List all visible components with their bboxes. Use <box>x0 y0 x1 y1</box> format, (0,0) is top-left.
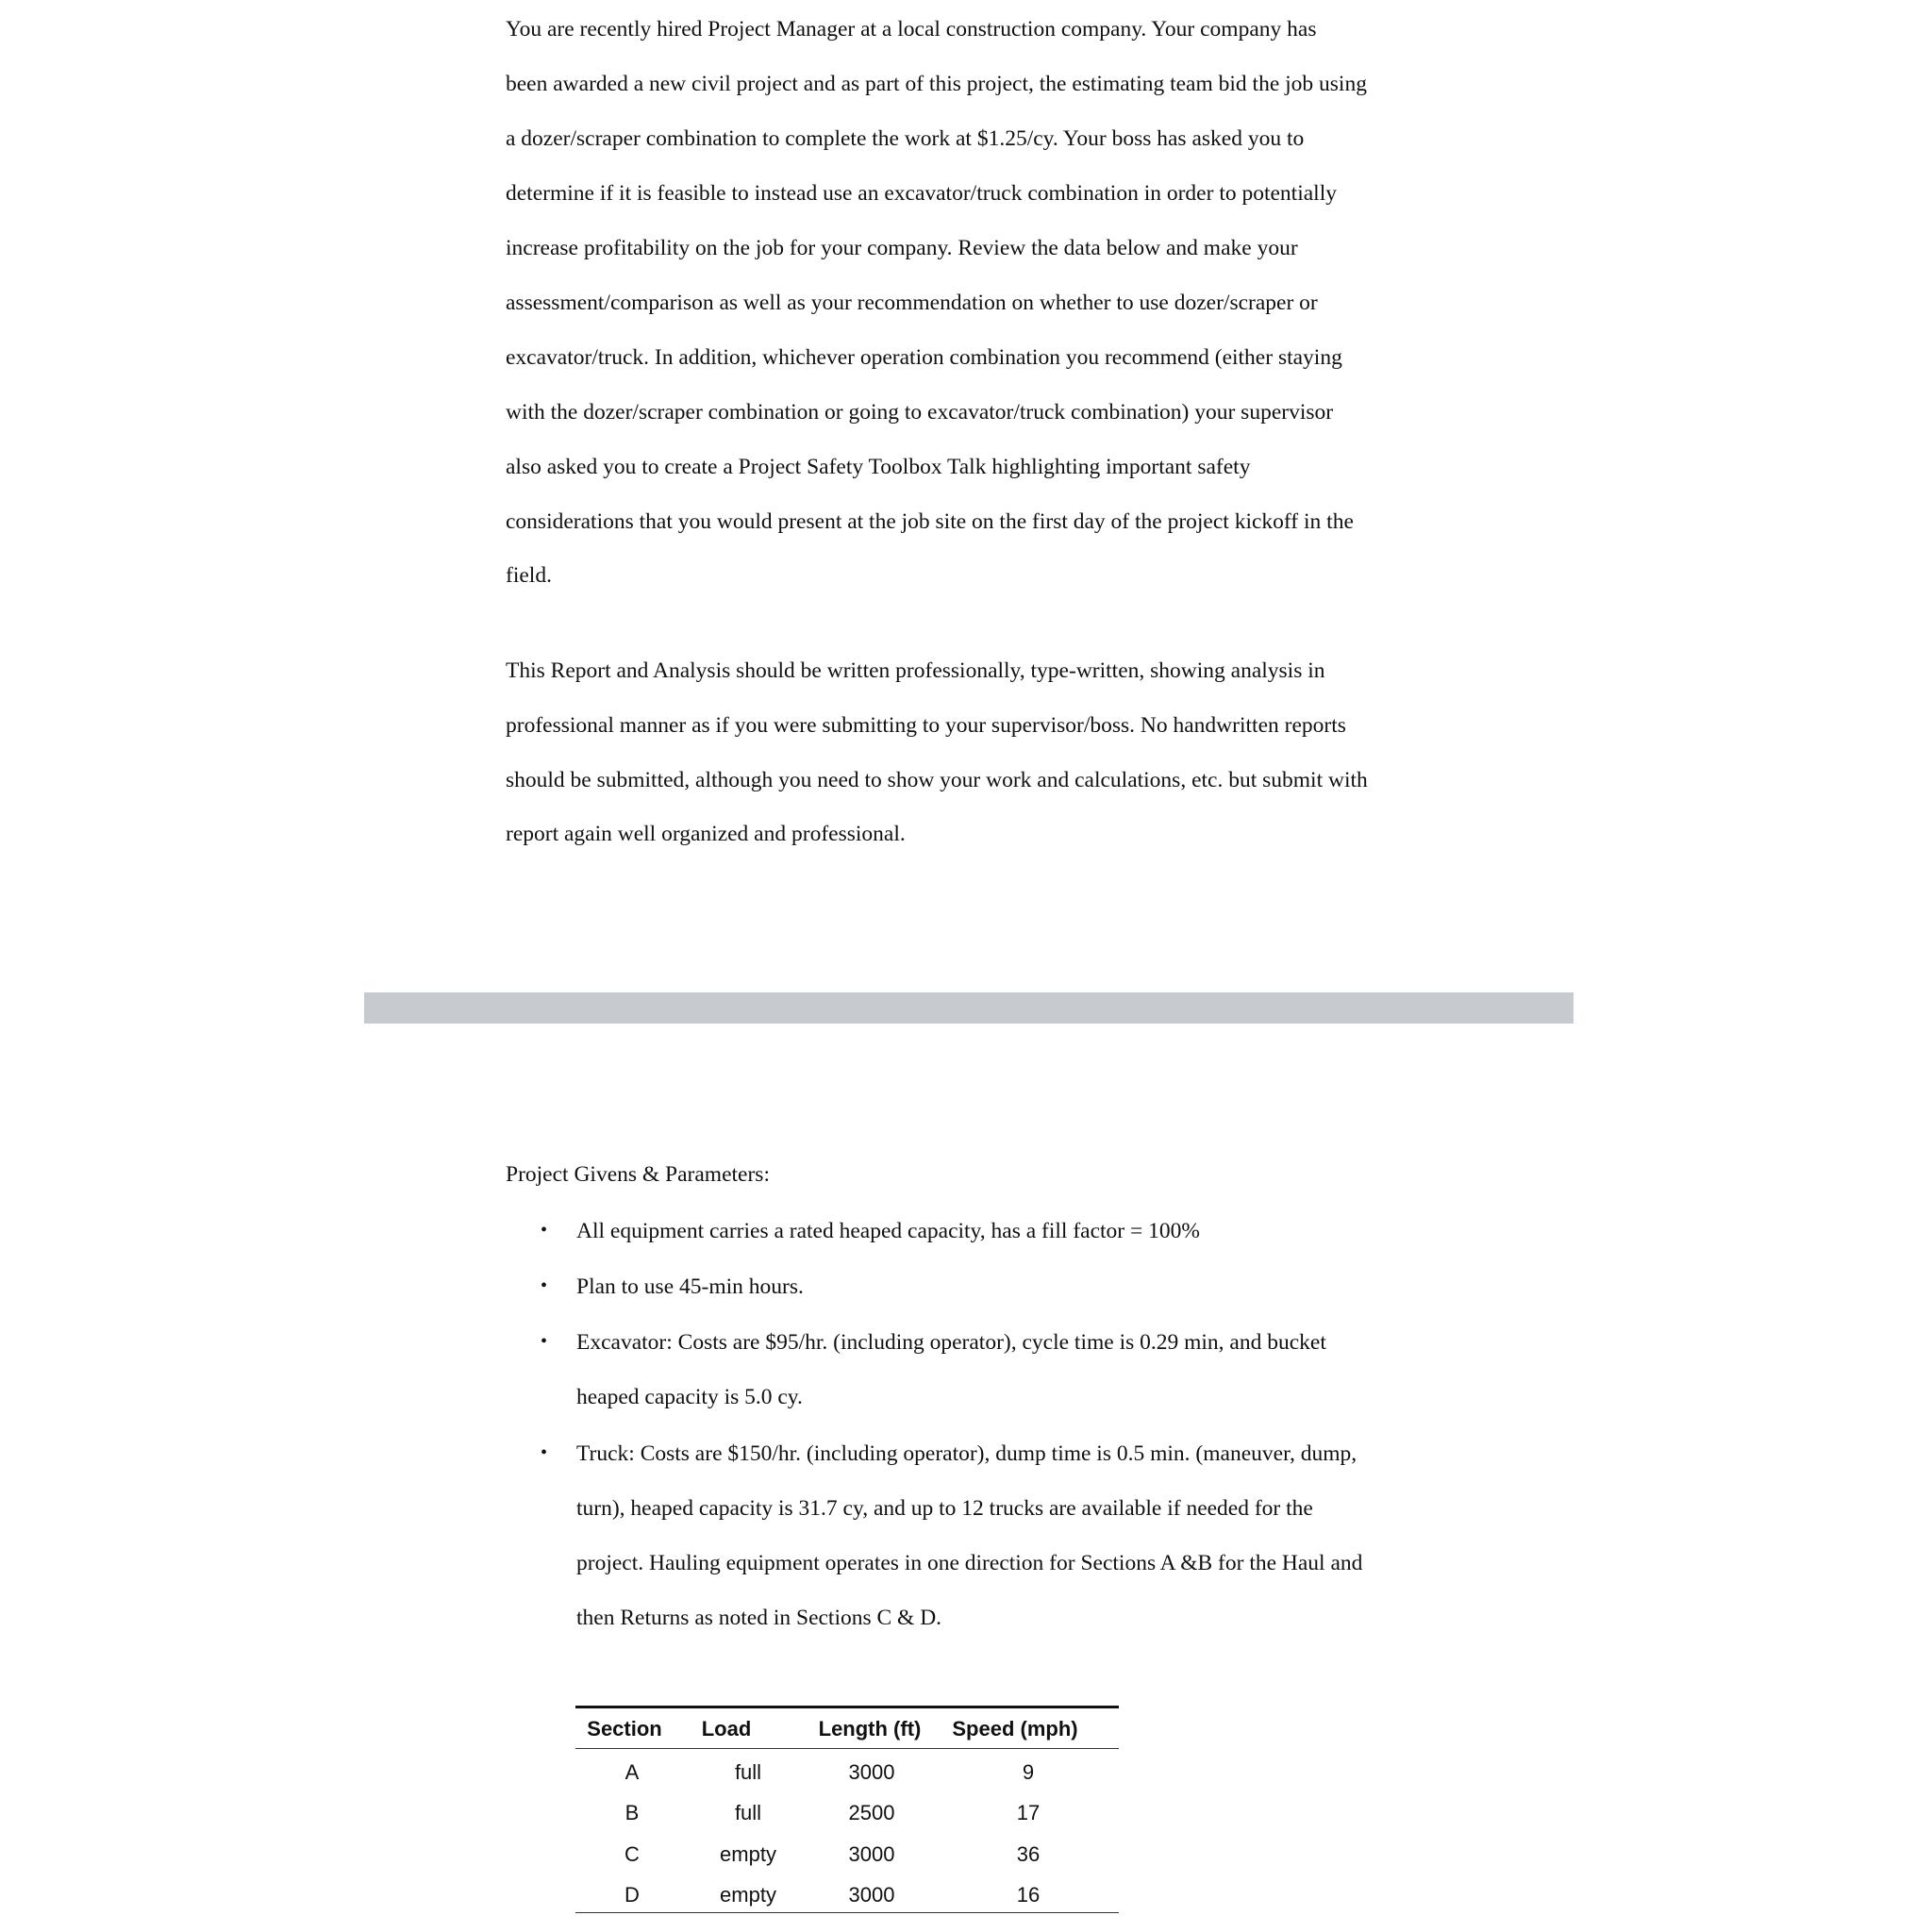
intro-line: excavator/truck. In addition, whichever operation combination you recommend (either staying <box>506 345 1342 370</box>
bullet-text: turn), heaped capacity is 31.7 cy, and up to 12 trucks are available if needed for the <box>576 1496 1313 1521</box>
intro-line: also asked you to create a Project Safety Toolbox Talk highlighting important safety <box>506 455 1251 479</box>
table-cell: 3000 <box>848 1842 895 1866</box>
intro-line: considerations that you would present at the job site on the first day of the project kickoff in the <box>506 509 1354 534</box>
table-bottom-rule <box>575 1912 1119 1913</box>
bullet-text: project. Hauling equipment operates in one direction for Sections A &B for the Haul and <box>576 1551 1363 1575</box>
table-cell: 3000 <box>848 1760 895 1784</box>
table-cell: 2500 <box>848 1801 895 1824</box>
table-cell: 17 <box>1016 1801 1041 1824</box>
bullet-marker: • <box>541 1275 548 1296</box>
report-line: report again well organized and professional. <box>506 822 906 846</box>
bullet-text: Plan to use 45-min hours. <box>576 1274 804 1299</box>
report-line: This Report and Analysis should be written professionally, type-written, showing analysis in <box>506 658 1325 683</box>
table-header-cell: Load <box>701 1717 752 1740</box>
table-cell: empty <box>720 1883 776 1907</box>
bullet-marker: • <box>541 1220 548 1241</box>
intro-line: determine if it is feasible to instead use an excavator/truck combination in order to potentially <box>506 181 1337 206</box>
givens-heading: Project Givens & Parameters: <box>506 1162 770 1187</box>
table-cell: empty <box>720 1842 776 1866</box>
bullet-text: then Returns as noted in Sections C & D. <box>576 1606 942 1630</box>
intro-line: assessment/comparison as well as your recommendation on whether to use dozer/scraper or <box>506 291 1318 315</box>
table-header-cell: Length (ft) <box>818 1717 922 1740</box>
table-cell: C <box>625 1842 640 1866</box>
table-cell: 36 <box>1016 1842 1041 1866</box>
report-line: professional manner as if you were submitting to your supervisor/boss. No handwritten reports <box>506 713 1346 738</box>
table-header-rule <box>575 1748 1119 1749</box>
bullet-text: heaped capacity is 5.0 cy. <box>576 1385 803 1409</box>
intro-line: a dozer/scraper combination to complete the work at $1.25/cy. Your boss has asked you to <box>506 126 1305 151</box>
table-top-rule <box>575 1706 1119 1708</box>
bullet-text: Truck: Costs are $150/hr. (including operator), dump time is 0.5 min. (maneuver, dump, <box>576 1441 1357 1466</box>
report-line: should be submitted, although you need to show your work and calculations, etc. but submit with <box>506 768 1368 792</box>
table-cell: A <box>625 1760 640 1784</box>
intro-line: You are recently hired Project Manager at a local construction company. Your company has <box>506 17 1317 42</box>
section-divider <box>364 992 1574 1024</box>
intro-line: been awarded a new civil project and as part of this project, the estimating team bid the job using <box>506 72 1367 96</box>
table-header-cell: Section <box>587 1717 662 1740</box>
table-cell: 3000 <box>848 1883 895 1907</box>
table-cell: B <box>625 1801 640 1824</box>
table-cell: D <box>625 1883 640 1907</box>
table-cell: full <box>734 1760 762 1784</box>
intro-line: with the dozer/scraper combination or going to excavator/truck combination) your supervisor <box>506 400 1334 425</box>
bullet-text: All equipment carries a rated heaped capacity, has a fill factor = 100% <box>576 1219 1200 1243</box>
bullet-marker: • <box>541 1331 548 1352</box>
bullet-text: Excavator: Costs are $95/hr. (including operator), cycle time is 0.29 min, and bucket <box>576 1330 1326 1355</box>
table-header-cell: Speed (mph) <box>952 1717 1078 1740</box>
intro-line: increase profitability on the job for your company. Review the data below and make your <box>506 236 1298 260</box>
bullet-marker: • <box>541 1442 548 1463</box>
table-cell: 16 <box>1016 1883 1041 1907</box>
table-cell: 9 <box>1022 1760 1035 1784</box>
intro-line: field. <box>506 563 552 588</box>
table-cell: full <box>734 1801 762 1824</box>
